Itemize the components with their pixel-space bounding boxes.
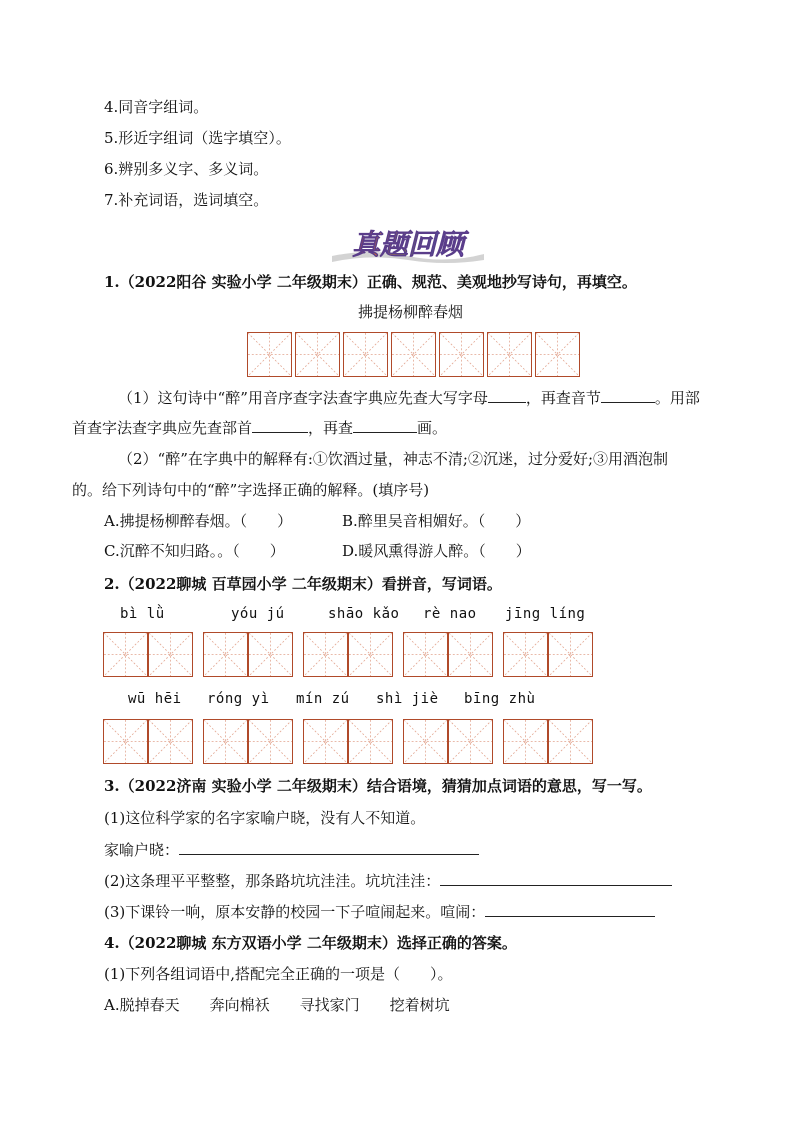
outline-item-6: 6.辨别多义字、多义词。 (104, 160, 269, 178)
q1-part2-line2: 的。给下列诗句中的“醉”字选择正确的解释。(填序号) (72, 481, 430, 499)
answer-blank[interactable] (252, 418, 308, 433)
tianzige-cell[interactable] (148, 719, 193, 764)
outline-item-5: 5.形近字组词（选字填空）。 (104, 129, 291, 147)
q1-option-d[interactable]: D.暖风熏得游人醉。（ ） (342, 542, 531, 560)
pinyin-label: mín zú (296, 691, 350, 707)
outline-item-7: 7.补充词语，选词填空。 (104, 191, 269, 209)
word-box[interactable] (103, 632, 193, 677)
banner-title: 真题回顾 (351, 228, 465, 261)
tianzige-cell[interactable] (403, 719, 448, 764)
tianzige-cell[interactable] (391, 332, 436, 377)
pinyin-label: shì jiè (376, 691, 439, 707)
pinyin-label: róng yì (207, 691, 270, 707)
tianzige-cell[interactable] (503, 719, 548, 764)
word-box[interactable] (103, 719, 193, 764)
pinyin-label: rè nao (423, 606, 477, 622)
tianzige-cell[interactable] (548, 632, 593, 677)
answer-blank[interactable] (488, 388, 526, 403)
answer-blank[interactable] (601, 388, 655, 403)
pinyin-label: wū hēi (128, 691, 182, 707)
tianzige-cell[interactable] (148, 632, 193, 677)
tianzige-cell[interactable] (503, 632, 548, 677)
tianzige-cell[interactable] (439, 332, 484, 377)
tianzige-cell[interactable] (295, 332, 340, 377)
tianzige-cell[interactable] (448, 719, 493, 764)
pinyin-label: bīng zhù (464, 691, 536, 707)
q3-sentence-1: (1)这位科学家的名字家喻户晓，没有人不知道。 (104, 809, 426, 827)
q1-option-c[interactable]: C.沉醉不知归路。。（ ） (104, 542, 285, 560)
word-box[interactable] (403, 632, 493, 677)
answer-line[interactable] (485, 902, 655, 917)
answer-blank[interactable] (353, 418, 417, 433)
tianzige-cell[interactable] (103, 719, 148, 764)
tianzige-cell[interactable] (535, 332, 580, 377)
tianzige-cell[interactable] (487, 332, 532, 377)
q3-sentence-2: (2)这条理平平整整，那条路坑坑洼洼。坑坑洼洼： (104, 871, 672, 891)
tianzige-cell[interactable] (203, 632, 248, 677)
q4-title: 4.（2022聊城 东方双语小学 二年级期末）选择正确的答案。 (104, 934, 517, 952)
q1-part1-line2: 首查字法查字典应先查部首 ，再查 画。 (72, 419, 448, 437)
q2-grid-row-1[interactable] (103, 632, 593, 677)
outline-item-4: 4.同音字组词。 (104, 98, 209, 116)
answer-line[interactable] (440, 871, 672, 886)
q2-title: 2.（2022聊城 百草园小学 二年级期末）看拼音，写词语。 (104, 575, 502, 593)
tianzige-cell[interactable] (303, 719, 348, 764)
tianzige-cell[interactable] (103, 632, 148, 677)
tianzige-cell[interactable] (343, 332, 388, 377)
tianzige-cell[interactable] (203, 719, 248, 764)
tianzige-cell[interactable] (348, 632, 393, 677)
q2-grid-row-2[interactable] (103, 719, 593, 764)
section-banner (330, 226, 486, 266)
q1-title: 1.（2022阳谷 实验小学 二年级期末）正确、规范、美观地抄写诗句，再填空。 (104, 273, 637, 291)
word-box[interactable] (303, 632, 393, 677)
q3-sentence-3: (3)下课铃一响，原本安静的校园一下子喧闹起来。喧闹： (104, 902, 655, 922)
q1-writing-grid[interactable] (247, 332, 580, 377)
tianzige-cell[interactable] (303, 632, 348, 677)
q1-option-b[interactable]: B.醉里吴音相媚好。（ ） (342, 512, 531, 530)
tianzige-cell[interactable] (448, 632, 493, 677)
q1-part2-line1: （2）“醉”在字典中的解释有:①饮酒过量，神志不清;②沉迷，过分爱好;③用酒泡制 (118, 450, 669, 468)
answer-line[interactable] (179, 840, 479, 855)
q1-part1-line1: （1）这句诗中“醉”用音序查字法查字典应先查大写字母 ，再查音节 。用部 (118, 389, 700, 407)
q1-option-a[interactable]: A.拂提杨柳醉春烟。（ ） (104, 512, 293, 530)
word-box[interactable] (203, 632, 293, 677)
tianzige-cell[interactable] (247, 332, 292, 377)
tianzige-cell[interactable] (348, 719, 393, 764)
word-box[interactable] (303, 719, 393, 764)
q3-title: 3.（2022济南 实验小学 二年级期末）结合语境，猜猜加点词语的意思，写一写。 (104, 777, 652, 795)
tianzige-cell[interactable] (548, 719, 593, 764)
q4-question-1: (1)下列各组词语中,搭配完全正确的一项是（ ）。 (104, 965, 453, 983)
q1-poem: 拂提杨柳醉春烟 (358, 303, 464, 321)
tianzige-cell[interactable] (248, 632, 293, 677)
pinyin-label: yóu jú (231, 606, 285, 622)
pinyin-label: bì lǜ (120, 606, 165, 622)
q4-option-a[interactable]: A.脱掉春天 奔向棉袄 寻找家门 挖着树坑 (104, 996, 450, 1014)
pinyin-label: shāo kǎo (328, 606, 400, 622)
pinyin-label: jīng líng (505, 606, 586, 622)
word-box[interactable] (403, 719, 493, 764)
q3-answer-1: 家喻户晓： (104, 840, 479, 860)
word-box[interactable] (503, 632, 593, 677)
word-box[interactable] (503, 719, 593, 764)
tianzige-cell[interactable] (248, 719, 293, 764)
word-box[interactable] (203, 719, 293, 764)
tianzige-cell[interactable] (403, 632, 448, 677)
